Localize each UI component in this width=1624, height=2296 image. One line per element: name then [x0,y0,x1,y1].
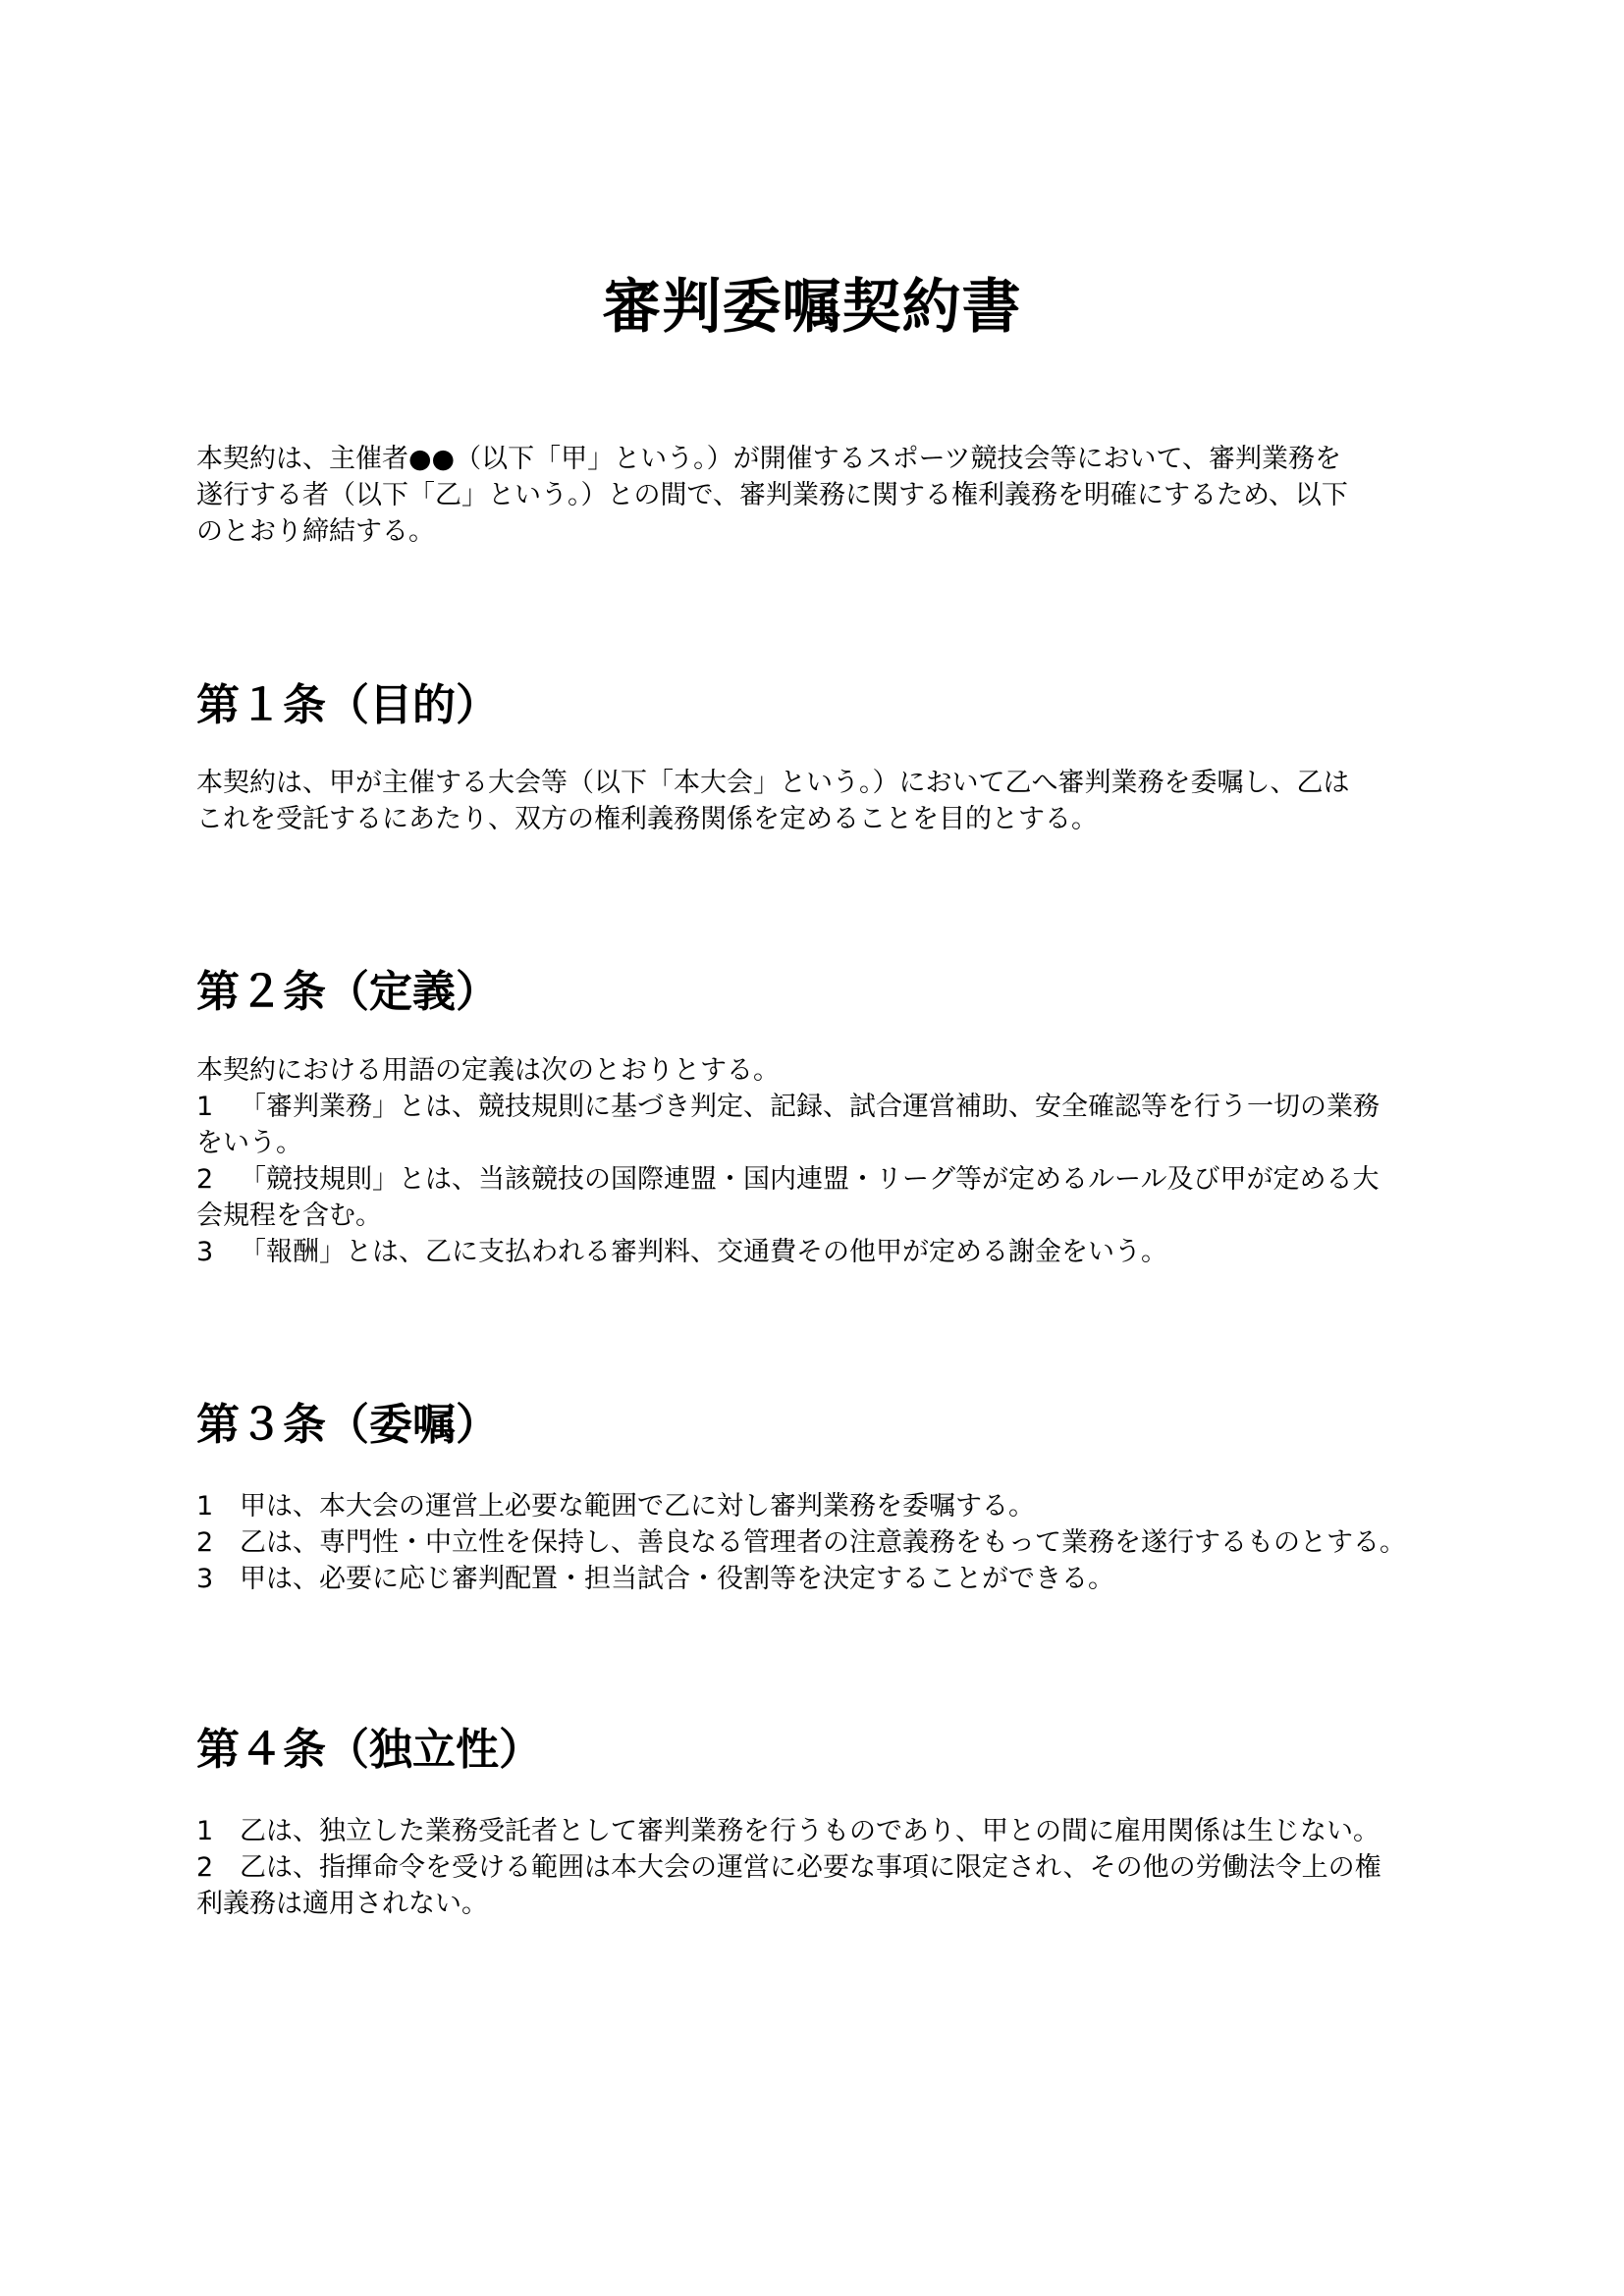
document-title: 審判委嘱契約書 [602,273,1022,342]
item-number: 1 [196,1092,214,1122]
article-2-item-1-cont: をいう。 [196,1128,302,1158]
article-3-item-1 [196,1488,1434,1524]
article-3-item-3 [196,1561,1434,1597]
article-4-heading: 第４条（独立性） [196,1725,542,1775]
article-1-line: これを受託するにあたり、双方の権利義務関係を定めることを目的とする。 [196,804,1098,834]
article-2-heading: 第２条（定義） [196,967,499,1017]
article-2-item-2 [196,1161,1434,1198]
item-number: 1 [196,1491,214,1522]
article-3-heading: 第３条（委嘱） [196,1400,499,1450]
item-text: 甲は、本大会の運営上必要な範囲で乙に対し審判業務を委嘱する。 [240,1491,1035,1522]
article-4-item-2 [196,1849,1434,1886]
item-text: 乙は、専門性・中立性を保持し、善良なる管理者の注意義務をもって業務を遂行するものとする。 [240,1527,1406,1558]
article-2-intro: 本契約における用語の定義は次のとおりとする。 [196,1055,780,1086]
article-3-body [196,1488,1434,1597]
item-text: 乙は、独立した業務受託者として審判業務を行うものであり、甲との間に雇用関係は生じない。 [240,1816,1380,1846]
preamble-line: のとおり締結する。 [196,516,435,547]
item-number: 2 [196,1164,214,1195]
preamble-line: 本契約は、主催者●●（以下「甲」という。）が開催するスポーツ競技会等において、審判業務を [196,444,1341,474]
article-2-item-2-cont: 会規程を含む。 [196,1201,382,1231]
item-text: 乙は、指揮命令を受ける範囲は本大会の運営に必要な事項に限定され、その他の労働法令上の権 [240,1852,1381,1883]
item-text: 「審判業務」とは、競技規則に基づき判定、記録、試合運営補助、安全確認等を行う一切の業務 [240,1092,1380,1122]
article-4-item-1 [196,1813,1434,1849]
article-2-item-3 [196,1234,1434,1270]
article-4-item-2-cont: 利義務は適用されない。 [196,1889,488,1919]
preamble-line: 遂行する者（以下「乙」という。）との間で、審判業務に関する権利義務を明確にするため、以下 [196,480,1348,510]
item-number: 2 [196,1527,214,1558]
item-number: 3 [196,1564,214,1594]
article-2-item-1 [196,1089,1434,1125]
item-text: 「報酬」とは、乙に支払われる審判料、交通費その他甲が定める謝金をいう。 [240,1237,1167,1267]
article-1-heading: 第１条（目的） [196,680,499,730]
article-1-body [196,765,1434,837]
item-number: 1 [196,1816,214,1846]
article-4-body [196,1813,1434,1922]
article-3-item-2 [196,1524,1434,1561]
item-text: 「競技規則」とは、当該競技の国際連盟・国内連盟・リーグ等が定めるルール及び甲が定める大 [240,1164,1380,1195]
item-number: 2 [196,1852,214,1883]
article-2-body [196,1052,1434,1270]
preamble [196,441,1434,550]
article-1-line: 本契約は、甲が主催する大会等（以下「本大会」という。）において乙へ審判業務を委嘱し、乙は [196,768,1350,798]
item-text: 甲は、必要に応じ審判配置・担当試合・役割等を決定することができる。 [240,1564,1114,1594]
item-number: 3 [196,1237,214,1267]
